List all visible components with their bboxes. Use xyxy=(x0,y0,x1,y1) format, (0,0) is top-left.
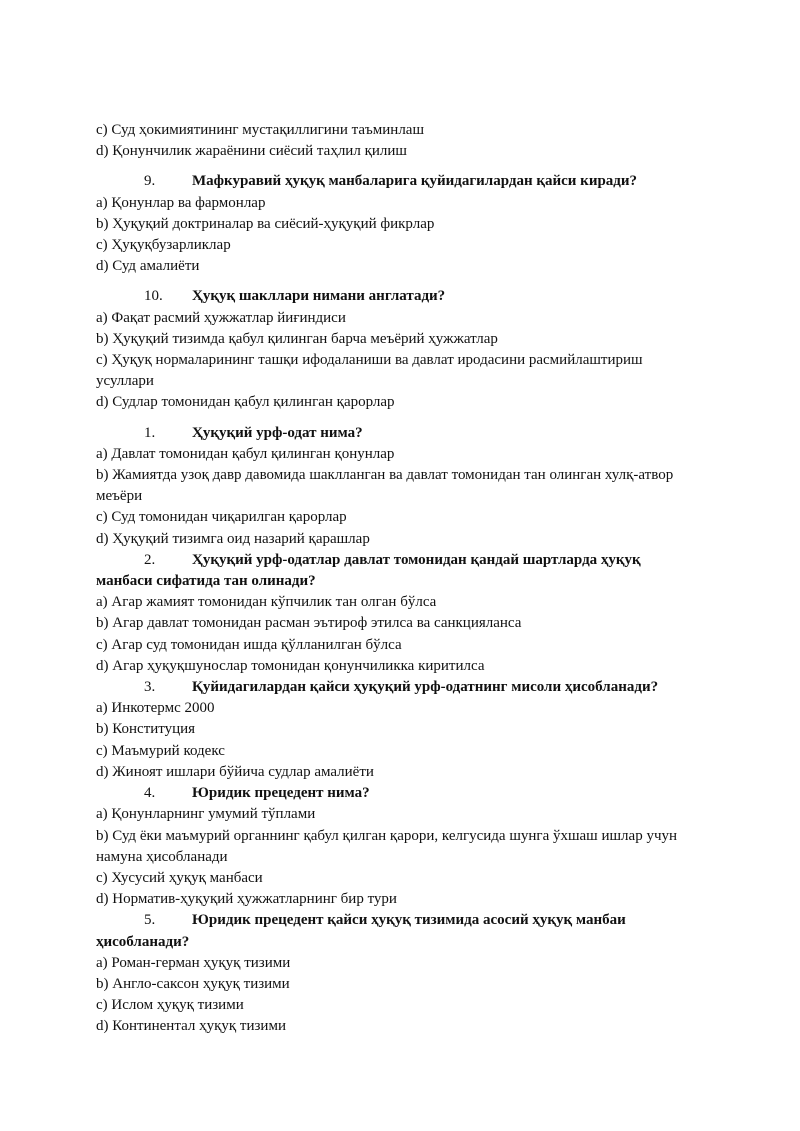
question-number: 4. xyxy=(144,785,156,802)
question-number: 10. xyxy=(144,288,163,305)
question-number: 1. xyxy=(144,424,156,441)
answer-option: a) Қонунлар ва фармонлар xyxy=(96,194,266,211)
question-number: 2. xyxy=(144,551,156,568)
question-5 xyxy=(96,910,696,952)
question-9 xyxy=(96,171,696,192)
answer-option: c) Суд томонидан чиқарилган қарорлар xyxy=(96,509,347,526)
question-text: Юридик прецедент нима? xyxy=(192,785,370,802)
document-page xyxy=(96,120,696,1038)
answer-option: a) Фақат расмий ҳужжатлар йиғиндиси xyxy=(96,309,346,326)
answer-option: b) Жамиятда узоқ давр давомида шаклланган ва давлат томонидан тан олинган хулқ-атвор меъёри xyxy=(96,467,674,505)
answer-option: d) Норматив-ҳуқуқий ҳужжатларнинг бир тури xyxy=(96,891,397,908)
answer-option: c) Ҳуқуқ нормаларининг ташқи ифодаланиши ва давлат иродасини расмийлаштириш усуллари xyxy=(96,352,643,390)
question-text: Ҳуқуқий урф-одатлар давлат томонидан қандай шартларда ҳуқуқ манбаси сифатида тан олинади? xyxy=(96,551,641,590)
answer-option: c) Маъмурий кодекс xyxy=(96,742,225,759)
question-text: Қуйидагилардан қайси ҳуқуқий урф-одатнинг мисоли ҳисобланади? xyxy=(192,679,659,696)
question-number: 5. xyxy=(144,912,156,929)
answer-option: d) Агар ҳуқуқшунослар томонидан қонунчиликка киритилса xyxy=(96,657,485,674)
question-4 xyxy=(96,783,696,804)
answer-option: b) Суд ёки маъмурий органнинг қабул қилган қарори, келгусида шунга ўхшаш ишлар учун намуна ҳисобланади xyxy=(96,827,678,865)
answer-option: b) Англо-саксон ҳуқуқ тизими xyxy=(96,975,290,992)
answer-option: b) Конституция xyxy=(96,721,196,738)
answer-option: b) Ҳуқуқий тизимда қабул қилинган барча меъёрий ҳужжатлар xyxy=(96,330,498,347)
answer-option: a) Инкотермс 2000 xyxy=(96,700,215,717)
answer-option: c) Агар суд томонидан ишда қўлланилган бўлса xyxy=(96,636,402,653)
answer-option: d) Суд амалиёти xyxy=(96,258,200,275)
question-text: Ҳуқуқ шакллари нимани англатади? xyxy=(192,288,446,305)
question-text: Ҳуқуқий урф-одат нима? xyxy=(192,424,363,441)
question-1 xyxy=(96,423,696,444)
answer-option: d) Судлар томонидан қабул қилинган қарорлар xyxy=(96,394,395,411)
answer-option: d) Жиноят ишлари бўйича судлар амалиёти xyxy=(96,763,374,780)
question-number: 9. xyxy=(144,173,156,190)
answer-option: b) Агар давлат томонидан расман эътироф этилса ва санкцияланса xyxy=(96,615,522,632)
answer-option: c) Суд ҳокимиятининг мустақиллигини таъминлаш xyxy=(96,122,425,138)
answer-option: d) Ҳуқуқий тизимга оид назарий қарашлар xyxy=(96,530,370,547)
answer-option: c) Хусусий ҳуқуқ манбаси xyxy=(96,869,263,886)
question-text: Мафкуравий ҳуқуқ манбаларига қуйидагилардан қайси киради? xyxy=(192,173,638,190)
answer-option: b) Ҳуқуқий доктриналар ва сиёсий-ҳуқуқий фикрлар xyxy=(96,215,435,232)
question-10 xyxy=(96,286,696,307)
answer-option: a) Агар жамият томонидан кўпчилик тан олган бўлса xyxy=(96,594,437,611)
question-2 xyxy=(96,550,696,592)
answer-option: a) Қонунларнинг умумий тўплами xyxy=(96,806,316,823)
question-text: Юридик прецедент қайси ҳуқуқ тизимида асосий ҳуқуқ манбаи ҳисобланади? xyxy=(96,912,626,950)
question-3 xyxy=(96,677,696,698)
answer-option: d) Континентал ҳуқуқ тизими xyxy=(96,1018,286,1035)
answer-option: d) Қонунчилик жараёнини сиёсий таҳлил қилиш xyxy=(96,143,407,160)
answer-option: c) Ислом ҳуқуқ тизими xyxy=(96,997,244,1014)
answer-option: a) Давлат томонидан қабул қилинган қонунлар xyxy=(96,445,395,462)
answer-option: a) Роман-герман ҳуқуқ тизими xyxy=(96,954,291,971)
answer-option: c) Ҳуқуқбузарликлар xyxy=(96,237,231,254)
question-number: 3. xyxy=(144,679,156,696)
